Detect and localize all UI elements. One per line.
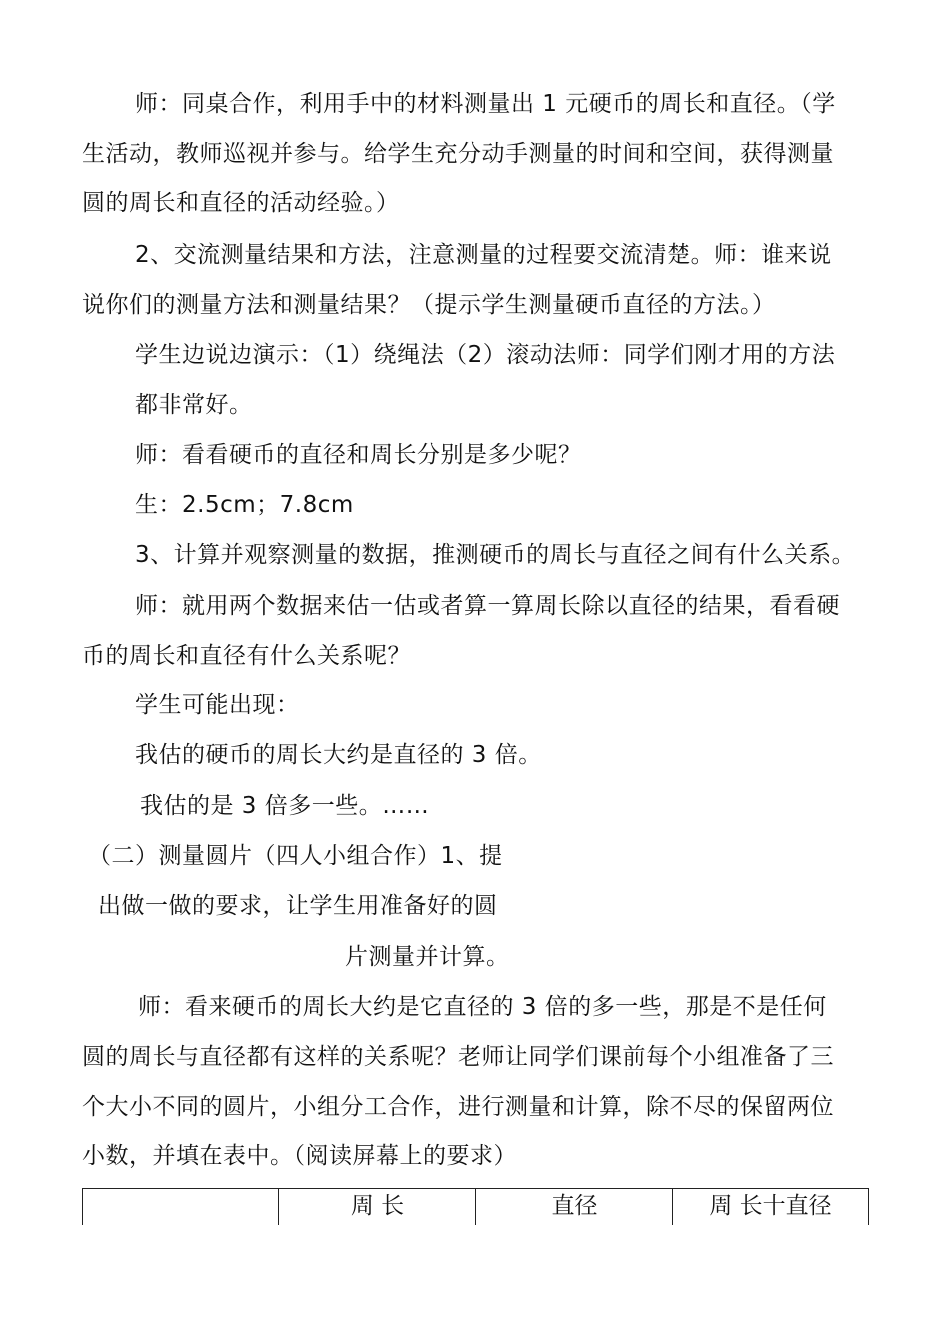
text-line: 都非常好。	[135, 392, 253, 418]
table-header-cell	[82, 1189, 279, 1225]
text-line: 师：看看硬币的直径和周长分别是多少呢？	[135, 442, 582, 468]
text-line: 我估的是 3 倍多一些。……	[140, 793, 430, 819]
text-line: 我估的硬币的周长大约是直径的 3 倍。	[135, 742, 542, 768]
text-line: 生：2.5cm；7.8cm	[135, 492, 354, 518]
text-line: （二）测量圆片（四人小组合作）1、提	[88, 843, 503, 869]
text-line: 币的周长和直径有什么关系呢？	[82, 643, 411, 669]
text-line: 说你们的测量方法和测量结果？（提示学生测量硬币直径的方法。）	[82, 292, 776, 318]
table-header-cell-ratio: 周 长十直径	[672, 1189, 869, 1225]
text-line: 师：同桌合作，利用手中的材料测量出 1 元硬币的周长和直径。（学	[135, 91, 836, 117]
text-line: 师：看来硬币的周长大约是它直径的 3 倍的多一些，那是不是任何	[138, 994, 827, 1020]
text-line: 出做一做的要求，让学生用准备好的圆	[98, 893, 498, 919]
text-line: 生活动，教师巡视并参与。给学生充分动手测量的时间和空间，获得测量	[82, 141, 834, 167]
table-header-cell-circumference: 周 长	[278, 1189, 476, 1225]
text-line: 3、计算并观察测量的数据，推测硬币的周长与直径之间有什么关系。	[135, 542, 856, 568]
text-line: 2、交流测量结果和方法，注意测量的过程要交流清楚。师：谁来说	[135, 242, 832, 268]
table-header-cell-diameter: 直径	[475, 1189, 673, 1225]
text-line: 学生边说边演示：（1）绕绳法（2）滚动法师：同学们刚才用的方法	[135, 342, 836, 368]
text-line: 学生可能出现：	[135, 692, 300, 718]
text-line: 圆的周长和直径的活动经验。）	[82, 190, 400, 216]
text-line: 个大小不同的圆片，小组分工合作，进行测量和计算，除不尽的保留两位	[82, 1094, 834, 1120]
text-line: 小数，并填在表中。（阅读屏幕上的要求）	[82, 1143, 517, 1169]
text-line: 圆的周长与直径都有这样的关系呢？老师让同学们课前每个小组准备了三	[82, 1044, 834, 1070]
measurement-table	[82, 1188, 869, 1225]
text-line: 片测量并计算。	[345, 944, 510, 970]
text-line: 师：就用两个数据来估一估或者算一算周长除以直径的结果，看看硬	[135, 593, 840, 619]
